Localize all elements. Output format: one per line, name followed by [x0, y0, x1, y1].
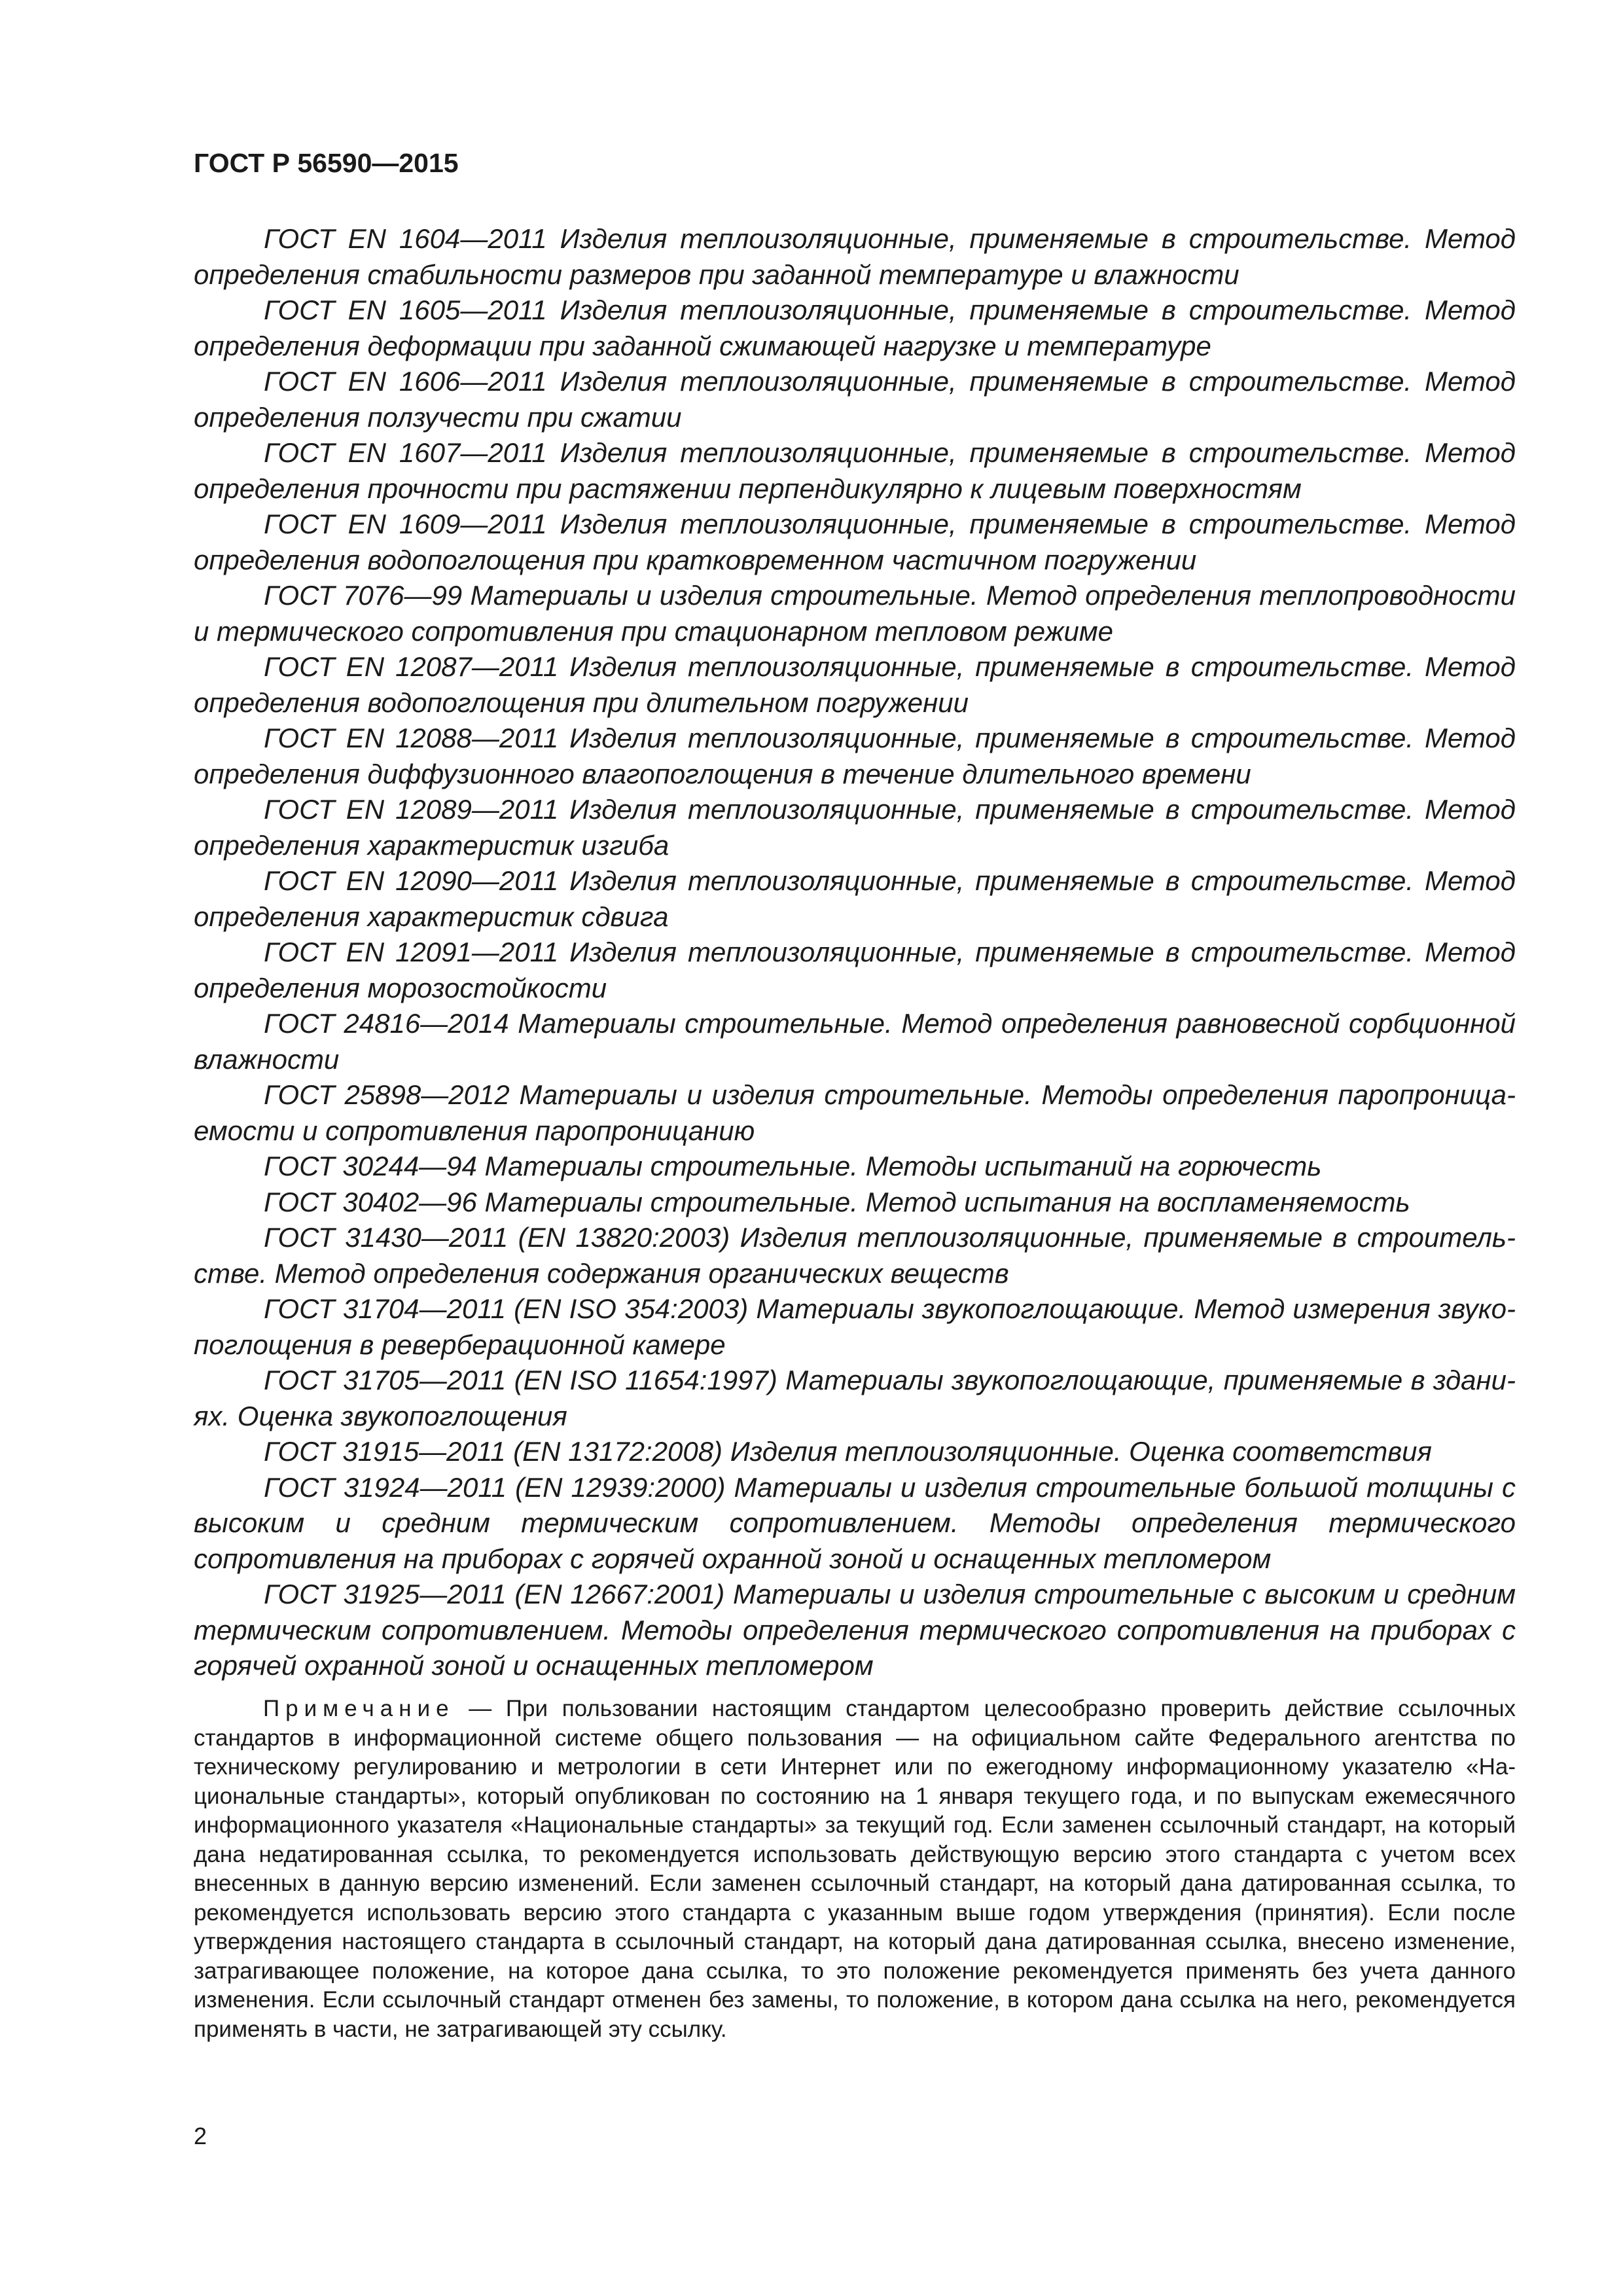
note-paragraph	[194, 1695, 1516, 2044]
document-header: ГОСТ Р 56590—2015	[194, 148, 459, 178]
reference-item: ГОСТ EN 1605—2011 Изделия теплоизоляционные, применяемые в строительстве. Метод определения деформации при заданной сжимающей нагрузке и температуре	[194, 295, 1516, 361]
reference-item: ГОСТ EN 12088—2011 Изделия теплоизоляционные, применяемые в строительстве. Метод определения диффузионного влагопоглощения в течение длительного времени	[194, 723, 1516, 789]
note-label: Примечание	[263, 1696, 455, 1721]
reference-item: ГОСТ EN 1607—2011 Изделия теплоизоляционные, применяемые в строительстве. Метод определения прочности при растяжении перпендикулярно к лицевым поверхностям	[194, 437, 1516, 504]
page-number: 2	[194, 2123, 207, 2149]
reference-item: ГОСТ 31704—2011 (EN ISO 354:2003) Материалы звукопоглощающие. Метод измерения звукопоглощения в реверберационной камере	[194, 1293, 1516, 1360]
reference-item: ГОСТ EN 12091—2011 Изделия теплоизоляционные, применяемые в строительстве. Метод определения морозостойкости	[194, 937, 1516, 1003]
reference-item: ГОСТ EN 12087—2011 Изделия теплоизоляционные, применяемые в строительстве. Метод определения водопоглощения при длительном погружении	[194, 651, 1516, 718]
reference-item: ГОСТ EN 1609—2011 Изделия теплоизоляционные, применяемые в строительстве. Метод определения водопоглощения при кратковременном частичном погружении	[194, 509, 1516, 575]
reference-item: ГОСТ EN 12090—2011 Изделия теплоизоляционные, применяемые в строительстве. Метод определения характеристик сдвига	[194, 865, 1516, 932]
reference-item: ГОСТ 31915—2011 (EN 13172:2008) Изделия теплоизоляционные. Оценка соответствия	[264, 1436, 1432, 1467]
reference-item: ГОСТ 30402—96 Материалы строительные. Метод испытания на воспламеняемость	[264, 1186, 1410, 1217]
note-text: — При пользовании настоящим стандартом целесообразно проверить действие ссылочных стандартов в информационной системе общего пользования — на официальном сайте Федерального агентства по техническому регулированию и метрологии в сети Интернет или по ежегодному информационному указателю «Национальные стандарты», который опубликован по состоянию на 1 января текущего года, и по выпускам ежемесячного информационного указателя «Национальные стандарты» за текущий год. Если заменен ссылочный стандарт, на который дана недатированная ссылка, то рекомендуется использовать действующую версию этого стандарта с учетом всех внесенных в данную версию изменений. Если заменен ссылочный стандарт, на который дана датированная ссылка, то рекомендуется использовать версию этого стандарта с указанным выше годом утверждения (принятия). Если после утверждения настоящего стандарта в ссылочный стандарт, на который дана датированная ссылка, внесено изменение, затрагивающее положение, на которое дана ссылка, то это положение рекомендуется применять без учета данного изменения. Если ссылочный стандарт отменен без замены, то положение, в котором дана ссылка на него, рекомендуется применять в части, не затрагивающей эту ссылку.	[194, 1696, 1516, 2042]
reference-item: ГОСТ 30244—94 Материалы строительные. Методы испытаний на горючесть	[264, 1151, 1322, 1181]
reference-item: ГОСТ 31925—2011 (EN 12667:2001) Материалы и изделия строительные с высоким и средним термическим сопротивлением. Методы определения термического сопротивления на приборах с горячей охранной зоной и оснащенных тепломером	[194, 1579, 1516, 1681]
reference-item: ГОСТ 24816—2014 Материалы строительные. Метод определения равновесной сорбционной влажности	[194, 1008, 1516, 1075]
reference-item: ГОСТ 7076—99 Материалы и изделия строительные. Метод определения теплопроводности и термического сопротивления при стационарном тепловом режиме	[194, 580, 1516, 647]
reference-item: ГОСТ 31430—2011 (EN 13820:2003) Изделия теплоизоляционные, применяемые в строительстве. Метод определения содержания органических веществ	[194, 1222, 1516, 1289]
reference-item: ГОСТ EN 1606—2011 Изделия теплоизоляционные, применяемые в строительстве. Метод определения ползучести при сжатии	[194, 366, 1516, 433]
reference-item: ГОСТ 31924—2011 (EN 12939:2000) Материалы и изделия строительные большой толщины с высоким и средним термическим сопротивлением. Методы определения термического сопротивления на приборах с горячей охранной зоной и оснащенных тепломером	[194, 1471, 1516, 1574]
reference-item: ГОСТ 31705—2011 (EN ISO 11654:1997) Материалы звукопоглощающие, применяемые в зданиях. Оценка звукопоглощения	[194, 1365, 1516, 1431]
reference-item: ГОСТ EN 12089—2011 Изделия теплоизоляционные, применяемые в строительстве. Метод определения характеристик изгиба	[194, 794, 1516, 861]
reference-item: ГОСТ 25898—2012 Материалы и изделия строительные. Методы определения паропроницаемости и сопротивления паропроницанию	[194, 1079, 1516, 1146]
normative-references-list	[194, 221, 1516, 1684]
reference-item: ГОСТ EN 1604—2011 Изделия теплоизоляционные, применяемые в строительстве. Метод определения стабильности размеров при заданной температуре и влажности	[194, 223, 1516, 290]
